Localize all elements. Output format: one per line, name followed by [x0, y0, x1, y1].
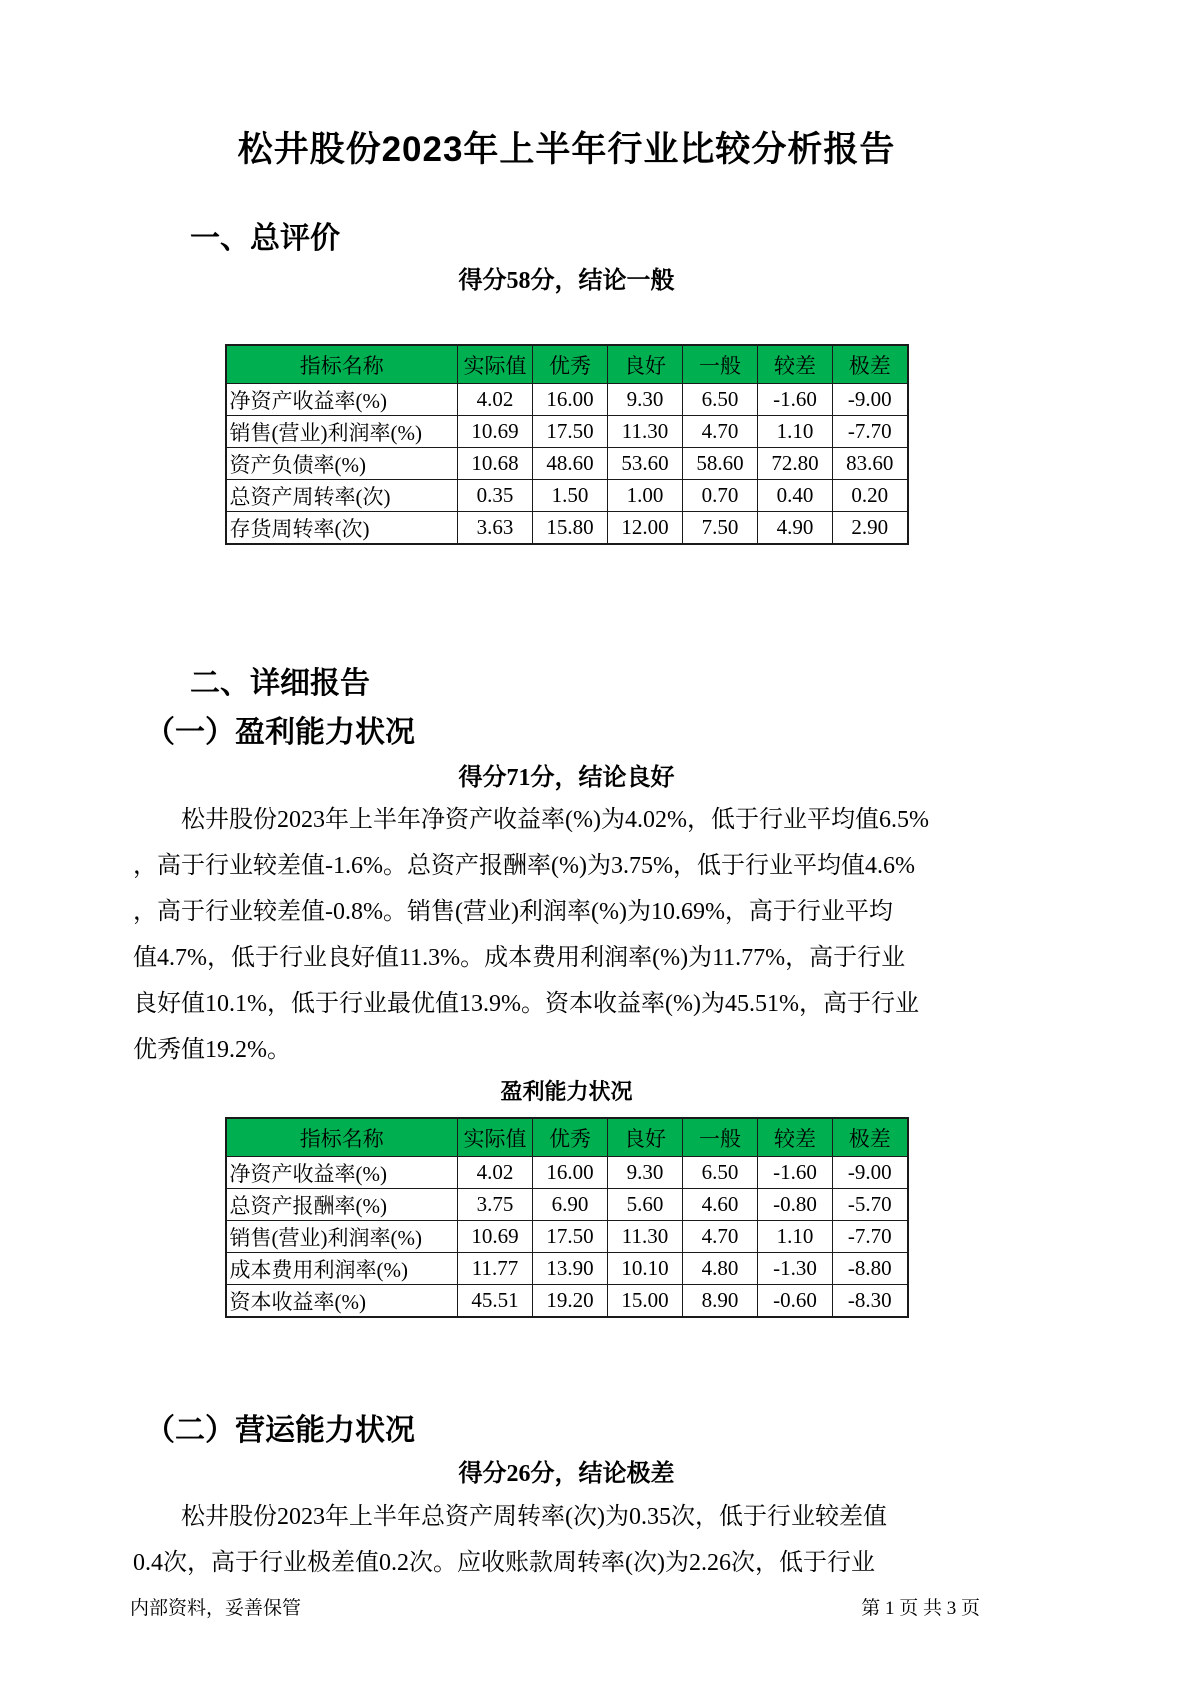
- paragraph-line: 良好值10.1%，低于行业最优值13.9%。资本收益率(%)为45.51%，高于行业: [133, 991, 919, 1018]
- subsection-heading-profitability: （一）盈利能力状况: [145, 716, 415, 750]
- value-cell: 2.90: [833, 512, 908, 545]
- page-title: 松井股份2023年上半年行业比较分析报告: [237, 130, 896, 169]
- value-cell: 1.00: [608, 480, 683, 512]
- value-cell: 1.50: [533, 480, 608, 512]
- indicator-name-cell: 净资产收益率(%): [226, 384, 458, 416]
- paragraph-line: ，高于行业较差值-1.6%。总资产报酬率(%)为3.75%，低于行业平均值4.6%: [133, 853, 915, 880]
- table-row: [226, 1285, 908, 1318]
- table-row: [226, 448, 908, 480]
- table-header-row: [226, 1118, 908, 1157]
- value-cell: 7.50: [683, 512, 758, 545]
- paragraph-line: 松井股份2023年上半年总资产周转率(次)为0.35次，低于行业较差值: [181, 1503, 887, 1530]
- value-cell: 72.80: [758, 448, 833, 480]
- column-header-cell: 较差: [758, 1118, 833, 1157]
- value-cell: 0.40: [758, 480, 833, 512]
- subsection-heading-operating: （二）营运能力状况: [145, 1414, 415, 1448]
- overall-table: [225, 344, 909, 545]
- operating-score-line: 得分26分，结论极差: [458, 1460, 675, 1487]
- profitability-paragraph: [133, 797, 1000, 1073]
- value-cell: 17.50: [533, 1221, 608, 1253]
- section-heading-overall: 一、总评价: [190, 222, 340, 256]
- value-cell: 16.00: [533, 384, 608, 416]
- value-cell: 8.90: [683, 1285, 758, 1318]
- paragraph-line: 值4.7%，低于行业良好值11.3%。成本费用利润率(%)为11.77%，高于行业: [133, 945, 906, 972]
- table-header-row: [226, 345, 908, 384]
- footer-confidential-note: 内部资料，妥善保管: [130, 1598, 302, 1619]
- value-cell: 10.69: [458, 416, 533, 448]
- value-cell: 3.75: [458, 1189, 533, 1221]
- value-cell: 83.60: [833, 448, 908, 480]
- value-cell: 4.60: [683, 1189, 758, 1221]
- value-cell: 6.50: [683, 384, 758, 416]
- value-cell: -1.60: [758, 384, 833, 416]
- indicator-name-cell: 资产负债率(%): [226, 448, 458, 480]
- paragraph-line: 0.4次，高于行业极差值0.2次。应收账款周转率(次)为2.26次，低于行业: [133, 1549, 875, 1576]
- value-cell: 4.02: [458, 1157, 533, 1189]
- value-cell: -9.00: [833, 384, 908, 416]
- column-header-cell: 一般: [683, 345, 758, 384]
- value-cell: -0.80: [758, 1189, 833, 1221]
- value-cell: 11.30: [608, 1221, 683, 1253]
- value-cell: -1.60: [758, 1157, 833, 1189]
- indicator-name-cell: 净资产收益率(%): [226, 1157, 458, 1189]
- value-cell: 19.20: [533, 1285, 608, 1318]
- paragraph-line: ，高于行业较差值-0.8%。销售(营业)利润率(%)为10.69%，高于行业平均: [133, 899, 893, 926]
- value-cell: -8.80: [833, 1253, 908, 1285]
- value-cell: 1.10: [758, 416, 833, 448]
- value-cell: 4.02: [458, 384, 533, 416]
- column-header-cell: 一般: [683, 1118, 758, 1157]
- column-header-cell: 良好: [608, 1118, 683, 1157]
- page-content: [133, 0, 1000, 1586]
- table-row: [226, 384, 908, 416]
- profitability-table-caption: 盈利能力状况: [500, 1079, 633, 1105]
- table-row: [226, 1253, 908, 1285]
- overall-score-line: 得分58分，结论一般: [458, 268, 675, 295]
- value-cell: -8.30: [833, 1285, 908, 1318]
- value-cell: 15.00: [608, 1285, 683, 1318]
- value-cell: 5.60: [608, 1189, 683, 1221]
- indicator-name-cell: 存货周转率(次): [226, 512, 458, 545]
- value-cell: -7.70: [833, 416, 908, 448]
- value-cell: 12.00: [608, 512, 683, 545]
- value-cell: -7.70: [833, 1221, 908, 1253]
- indicator-name-cell: 销售(营业)利润率(%): [226, 1221, 458, 1253]
- value-cell: 0.70: [683, 480, 758, 512]
- value-cell: 4.70: [683, 416, 758, 448]
- value-cell: 0.35: [458, 480, 533, 512]
- value-cell: 48.60: [533, 448, 608, 480]
- value-cell: 6.50: [683, 1157, 758, 1189]
- value-cell: 10.69: [458, 1221, 533, 1253]
- indicator-name-cell: 总资产报酬率(%): [226, 1189, 458, 1221]
- profitability-score-line: 得分71分，结论良好: [458, 764, 675, 791]
- footer-page-number: 第 1 页 共 3 页: [861, 1598, 980, 1619]
- column-header-cell: 较差: [758, 345, 833, 384]
- value-cell: 11.30: [608, 416, 683, 448]
- value-cell: 13.90: [533, 1253, 608, 1285]
- column-header-cell: 实际值: [458, 1118, 533, 1157]
- value-cell: 4.80: [683, 1253, 758, 1285]
- indicator-name-cell: 成本费用利润率(%): [226, 1253, 458, 1285]
- value-cell: 6.90: [533, 1189, 608, 1221]
- value-cell: 9.30: [608, 1157, 683, 1189]
- table-row: [226, 1157, 908, 1189]
- column-header-cell: 良好: [608, 345, 683, 384]
- value-cell: -0.60: [758, 1285, 833, 1318]
- table-row: [226, 1189, 908, 1221]
- value-cell: -5.70: [833, 1189, 908, 1221]
- column-header-cell: 优秀: [533, 1118, 608, 1157]
- indicator-name-cell: 总资产周转率(次): [226, 480, 458, 512]
- profitability-table: [225, 1117, 909, 1318]
- value-cell: 0.20: [833, 480, 908, 512]
- value-cell: 9.30: [608, 384, 683, 416]
- column-header-cell: 指标名称: [226, 345, 458, 384]
- paragraph-line: 优秀值19.2%。: [133, 1037, 291, 1064]
- value-cell: 11.77: [458, 1253, 533, 1285]
- table-row: [226, 1221, 908, 1253]
- value-cell: 15.80: [533, 512, 608, 545]
- value-cell: 1.10: [758, 1221, 833, 1253]
- indicator-name-cell: 销售(营业)利润率(%): [226, 416, 458, 448]
- value-cell: 4.70: [683, 1221, 758, 1253]
- table-row: [226, 512, 908, 545]
- value-cell: -1.30: [758, 1253, 833, 1285]
- section-heading-detail: 二、详细报告: [190, 667, 370, 701]
- value-cell: -9.00: [833, 1157, 908, 1189]
- value-cell: 3.63: [458, 512, 533, 545]
- value-cell: 16.00: [533, 1157, 608, 1189]
- paragraph-line: 松井股份2023年上半年净资产收益率(%)为4.02%，低于行业平均值6.5%: [181, 807, 929, 834]
- indicator-name-cell: 资本收益率(%): [226, 1285, 458, 1318]
- value-cell: 17.50: [533, 416, 608, 448]
- table-row: [226, 416, 908, 448]
- column-header-cell: 优秀: [533, 345, 608, 384]
- value-cell: 45.51: [458, 1285, 533, 1318]
- operating-paragraph: [133, 1494, 1000, 1586]
- value-cell: 4.90: [758, 512, 833, 545]
- value-cell: 10.10: [608, 1253, 683, 1285]
- value-cell: 58.60: [683, 448, 758, 480]
- table-row: [226, 480, 908, 512]
- column-header-cell: 极差: [833, 1118, 908, 1157]
- value-cell: 53.60: [608, 448, 683, 480]
- column-header-cell: 指标名称: [226, 1118, 458, 1157]
- value-cell: 10.68: [458, 448, 533, 480]
- column-header-cell: 极差: [833, 345, 908, 384]
- column-header-cell: 实际值: [458, 345, 533, 384]
